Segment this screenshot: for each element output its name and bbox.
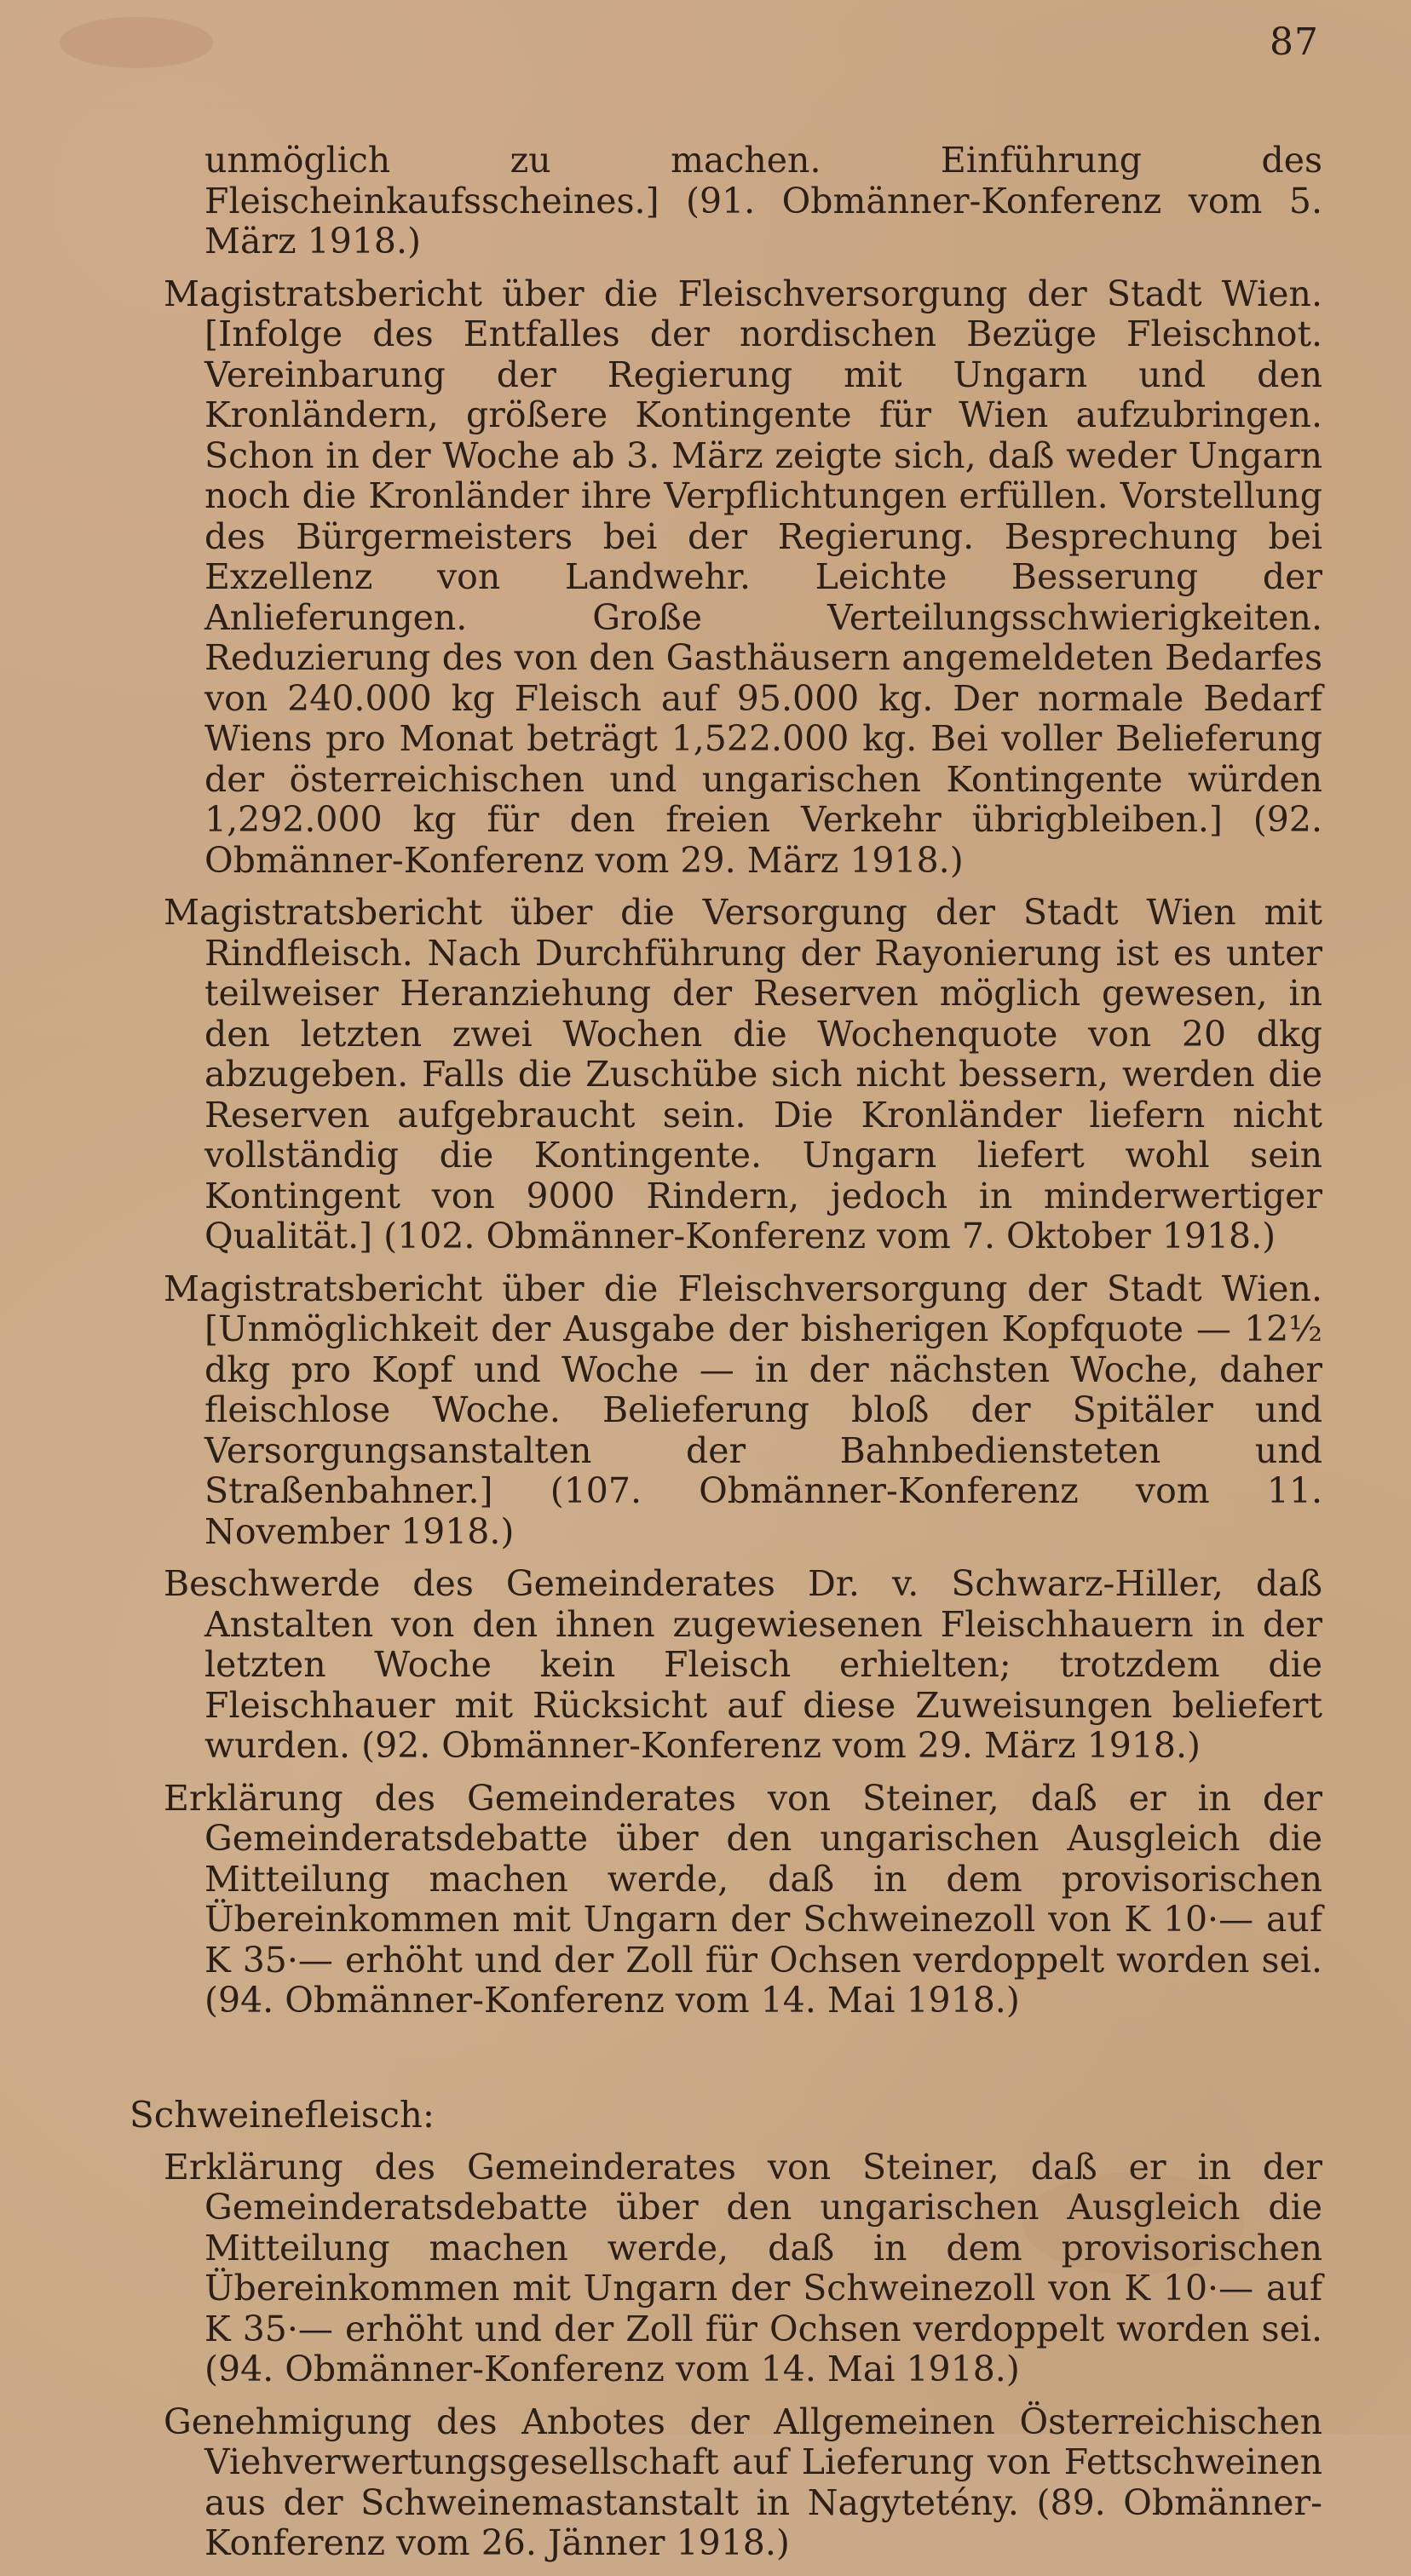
entry-schweinefleisch-steiner: Erklärung des Gemeinderates von Steiner, daß er in der Gemeinderatsdebatte über den ungarischen Ausgleich die Mitteilung machen werde, daß in dem provisorischen Übereinkommen mit Ungarn der Schweinezoll von K 10·— auf K 35·— erhöht und der Zoll für Ochsen verdoppelt worden sei. (94. Obmänner-Konferenz vom 14. Mai 1918.)	[164, 2146, 1322, 2389]
paper-stain	[60, 17, 213, 68]
entry-magistratsbericht-kopfquote: Magistratsbericht über die Fleischversorgung der Stadt Wien. [Unmöglichkeit der Ausgabe der bisherigen Kopfquote — 12½ dkg pro Kopf und Woche — in der nächsten Woche, daher fleischlose Woche. Belieferung bloß der Spitäler und Versorgungsanstalten der Bahnbediensteten und Straßenbahner.] (107. Obmänner-Konferenz vom 11. November 1918.)	[164, 1268, 1322, 1552]
entry-magistratsbericht-fleischnot: Magistratsbericht über die Fleischversorgung der Stadt Wien. [Infolge des Entfalles der nordischen Bezüge Fleischnot. Vereinbarung der Regierung mit Ungarn und den Kronländern, größere Kontingente für Wien aufzubringen. Schon in der Woche ab 3. März zeigte sich, daß weder Ungarn noch die Kronländer ihre Verpflichtungen erfüllen. Vorstellung des Bürgermeisters bei der Regierung. Besprechung bei Exzellenz von Landwehr. Leichte Besserung der Anlieferungen. Große Verteilungsschwierigkeiten. Reduzierung des von den Gasthäusern angemeldeten Bedarfes von 240.000 kg Fleisch auf 95.000 kg. Der normale Bedarf Wiens pro Monat beträgt 1,522.000 kg. Bei voller Belieferung der österreichischen und ungarischen Kontingente würden 1,292.000 kg für den freien Verkehr übrigbleiben.] (92. Obmänner-Konferenz vom 29. März 1918.)	[164, 273, 1322, 881]
section-heading-schweinefleisch: Schweinefleisch:	[130, 2093, 435, 2136]
entry-beschwerde-schwarz-hiller: Beschwerde des Gemeinderates Dr. v. Schwarz-Hiller, daß Anstalten von den ihnen zugewiesenen Fleischhauern in der letzten Woche kein Fleisch erhielten; trotzdem die Fleischhauer mit Rücksicht auf diese Zuweisungen beliefert wurden. (92. Obmänner-Konferenz vom 29. März 1918.)	[164, 1563, 1322, 1766]
entry-magistratsbericht-rindfleisch: Magistratsbericht über die Versorgung der Stadt Wien mit Rindfleisch. Nach Durchführung der Rayonierung ist es unter teilweiser Heranziehung der Reserven möglich gewesen, in den letzten zwei Wochen die Wochenquote von 20 dkg abzugeben. Falls die Zuschübe sich nicht bessern, werden die Reserven aufgebraucht sein. Die Kronländer liefern nicht vollständig die Kontingente. Ungarn liefert wohl sein Kontingent von 9000 Rindern, jedoch in minderwertiger Qualität.] (102. Obmänner-Konferenz vom 7. Oktober 1918.)	[164, 892, 1322, 1256]
entry-erklaerung-steiner: Erklärung des Gemeinderates von Steiner, daß er in der Gemeinderatsdebatte über den ungarischen Ausgleich die Mitteilung machen werde, daß in dem provisorischen Übereinkommen mit Ungarn der Schweinezoll von K 10·— auf K 35·— erhöht und der Zoll für Ochsen verdoppelt worden sei. (94. Obmänner-Konferenz vom 14. Mai 1918.)	[164, 1777, 1322, 2021]
entry-continuation: unmöglich zu machen. Einführung des Fleischeinkaufsscheines.] (91. Obmänner-Konferenz vom 5. März 1918.)	[204, 140, 1322, 262]
entry-schweinefleisch-genehmigung: Genehmigung des Anbotes der Allgemeinen Österreichischen Viehverwertungsgesellschaft auf Lieferung von Fettschweinen aus der Schweinemastanstalt in Nagytetény. (89. Obmänner-Konferenz vom 26. Jänner 1918.)	[164, 2401, 1322, 2563]
page-number: 87	[1270, 20, 1319, 64]
page-content	[130, 140, 1322, 2576]
